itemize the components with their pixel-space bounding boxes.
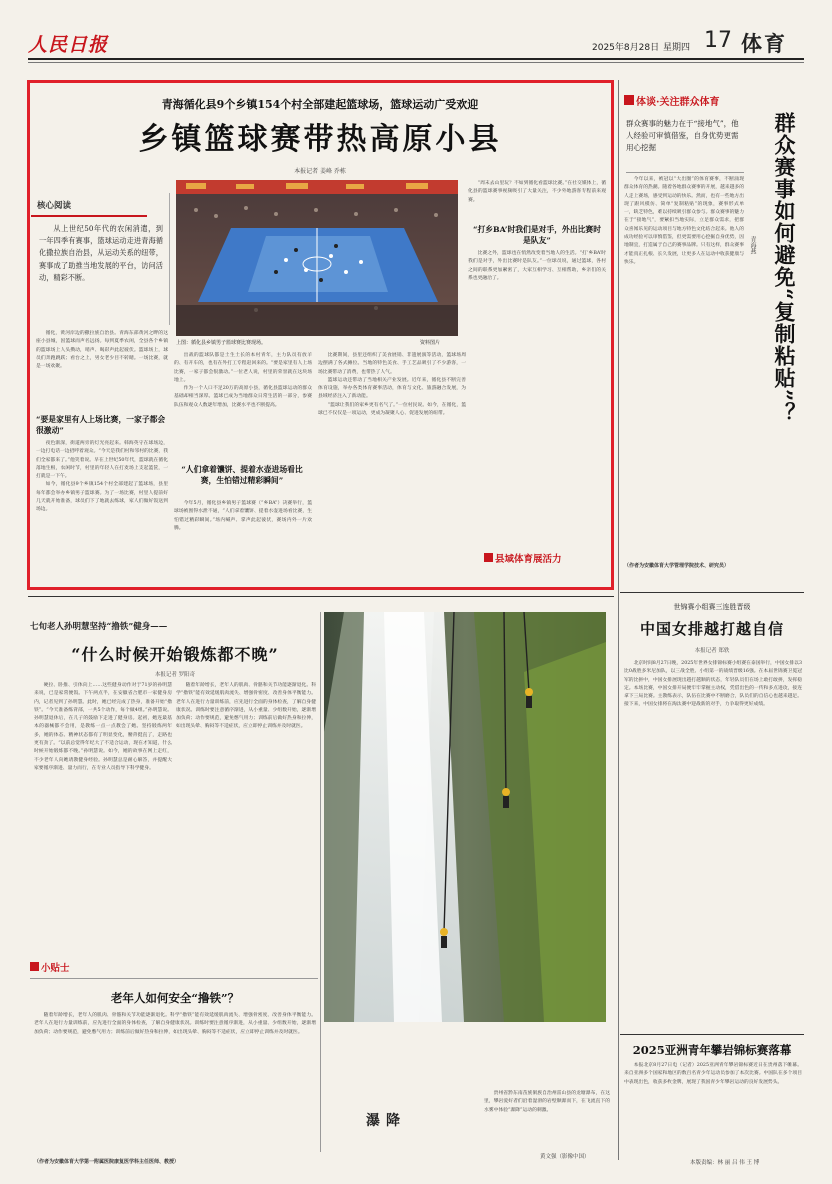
- fitness-byline: 本报记者 罗阳奇: [154, 672, 196, 678]
- waterfall-illustration: [324, 612, 606, 1022]
- tips-title: 老年人如何安全“撸铁”？: [110, 991, 240, 1005]
- series-tag-label: 县域体育展活力: [495, 554, 562, 565]
- volleyball-byline: 本报记者 郑轶: [694, 648, 730, 654]
- page-number: 17: [704, 28, 732, 53]
- tips-label: [30, 960, 70, 974]
- issue-date: 2025年8月28日: [592, 43, 660, 53]
- photo-title: 瀑降: [366, 1113, 406, 1129]
- commentary-badge: [624, 95, 634, 105]
- lead-subhead-3: “打乡BA’时我们是对手，外出比赛时是队友”: [472, 225, 602, 245]
- lead-subhead-1: “要是家里有人上场比赛，一家子都会很激动”: [36, 415, 166, 435]
- commentary-title: 群众赛事如何避免“复制粘贴”？: [772, 112, 797, 425]
- volleyball-body: 北京时间8月27日晚，2025年世界女排锦标赛小组赛在泰国举行，中国女排以3比0战胜多米尼加队，以三战全胜、小组第一的战绩晋级16强。在本届世锦赛卫冕冠军的比拼中，中国女排展现出越打越顺的状态，年轻队员们在场上敢打敢拼，发挥稳定。本场比赛，中国女排开局便牢牢掌握主动权，凭借出色的一传和多点进攻，接连拿下三局比赛。主教练表示，队伍在比赛中不断磨合，队员们的自信心也越来越足。接下来，中国女排将在淘汰赛中迎战新的对手，力争取得更好成绩。: [624, 661, 802, 708]
- fitness-title: “什么时候开始锻炼都不晚”: [71, 645, 279, 664]
- summary-text: 从上世纪50年代的农闲消遣，到一年四季有赛事，篮球运动走进青海循化撒拉族自治县，从运动关系的纽带，赛事成了助推当地发展的平台，访问活动，精彩不断。: [39, 224, 163, 282]
- tips-body: 随着年龄增长，老年人的肌肉、骨骼和关节功能逐渐退化。科学“撸铁”能有效延缓肌肉流失、增强骨密度、改善身体平衡能力。老年人在进行力量训练前，应先进行全面的身体检查，了解自身健康状况。训练时要注意循序渐进，从小重量、少组数开始，逐渐增加负荷；动作要规范，避免憋气用力；训练前后做好热身和拉伸，如出现头晕、胸闷等不适症状，应立即停止训练并及时就医。: [34, 1013, 316, 1035]
- summary-label: 核心阅读: [31, 193, 147, 217]
- masthead: [0, 0, 832, 70]
- volleyball-kicker: 世锦赛小组赛三连胜晋级: [673, 603, 751, 611]
- tips-note: （作者为安徽体育大学第一附属医院康复医学科主任医师、教授）: [34, 1159, 180, 1165]
- arena-illustration: [176, 180, 458, 336]
- lead-body-6: “周末去山里玩？不如到循化看篮球比赛。”在社交媒体上，循化县的篮球赛事视频吸引了大量关注，不少外地游客专程前来观赛。: [468, 181, 606, 203]
- photo-credit: 黄文强（影像中国）: [540, 1154, 590, 1160]
- photo-caption: 贵州省黔东南苗族侗族自治州雷山县的龙塘瀑布，在这里，攀岩爱好者们沿着湿滑的岩壁顺瀑而下，在飞流直下的水雾中体验“瀑降”运动的刺激。: [484, 1091, 610, 1113]
- fitness-body-left: 硬拉、卧推、引体向上……这些健身动作对于71岁的孙明慧来说，已是家常便饭。下午两点半，在安徽省合肥市一家健身房内，记者见到了孙明慧。此时，她已经完成了热身，准备开始“撸铁”。“今天准备练背部，一共5个动作，每个做4组。”孙明慧说。孙明慧退休后，在儿子的鼓励下走进了健身房。起初，她连最基本的器械都不会用，是教练一点一点教会了她。坚持锻炼两年多，她的体态、精神状态都有了明显变化，腰背挺直了，走路也更有劲了。“以前总觉得年纪大了不适合运动，现在才知道，什么时候开始锻炼都不晚。”孙明慧说。如今，她的故事在网上走红，不少老年人向她请教健身经验。孙明慧总是耐心解答，并提醒大家要循序渐进、量力而行，在专业人员指导下科学健身。: [34, 683, 172, 771]
- commentary-body: 今年以来，被冠以“大出圈”的体育赛事，不断涌现群众体育的热潮。随着各地群众赛事的开展，越来越多的人走上赛场，感受到运动的快乐。然而，也有一些地方出现了跟风模仿、简单“复制粘贴”的现象，赛事形式单一，缺乏特色，难以持续吸引群众参与。群众赛事的魅力在于“接地气”，要紧扣当地实际，立足群众需求，把群众喜闻乐见的运动项目与地方特色文化结合起来。他人的成功经验可以审慎借鉴，但更需要用心挖掘自身优势，因地制宜，打造属于自己的赛事品牌。只有这样，群众赛事才能真正扎根、长久发展，让更多人在运动中收获健康与快乐。: [624, 177, 744, 265]
- lead-byline: 本报记者 姜峰 乔栋: [294, 168, 346, 175]
- masthead-logo: 人民日报: [28, 34, 109, 56]
- lead-body-3: 出战的篮球队都是土生土长的本村青年，主力队员有放羊的、有开车的，也有在外打工专程赶回来的。“要是家里有人上场比赛，一家子都会很激动。”一位老人说，村里的荣誉就在这块场地上。 作为一个人口不足20万的高原小县，循化县篮球运动的群众基础却相当深厚。篮球已成为当地群众日常生活的一部分，参赛队伍和观众人数逐年增加，比赛水平也不断提高。: [174, 353, 312, 408]
- lead-title: 乡镇篮球赛带热高原小县: [138, 122, 502, 157]
- lead-body-1: 循化，黄河岸边的撒拉族自治县。青海东部黄河之畔的这座小县城，因篮球而声名远扬。每到夏季农闲，全县各个乡镇的篮球场上人头攒动，哨声、喝彩声此起彼伏。篮球场上，球员们奔跑跳跃；看台之上，男女老少目不转睛。一场比赛，就是一场欢聚。: [36, 331, 168, 370]
- lead-subhead-2: “人们拿着馕饼、提着水壶进场看比赛，生怕错过精彩瞬间”: [181, 465, 303, 485]
- commentary-label-text: 体谈·关注群众体育: [636, 97, 720, 108]
- waterfall-photo: [324, 612, 606, 1022]
- lead-photo-caption: 上图：循化县乡镇男子篮球赛比赛现场。: [176, 340, 267, 346]
- lead-body-4: 今年5月，循化县乡镇男子篮球赛（“乡BA”）决赛举行，篮球场被围得水泄不通，“人们拿着馕饼、提着水壶进场看比赛，生怕错过精彩瞬间。”场内喊声、掌声此起彼伏，赛场内外一片欢腾。: [174, 501, 312, 531]
- commentary-label: [624, 93, 719, 108]
- fitness-kicker: 七旬老人孙明慧坚持“撸铁”健身——: [30, 622, 168, 632]
- fitness-body-right: 随着年龄增长，老年人的肌肉、骨骼和关节功能逐渐退化。科学“撸铁”能有效延缓肌肉流失、增强骨密度、改善身体平衡能力。老年人在进行力量训练前，应先进行全面的身体检查，了解自身健康状况。训练时要注意循序渐进，从小重量、少组数开始，逐渐增加负荷；动作要规范，避免憋气用力；训练前后做好热身和拉伸，如出现头晕、胸闷等不适症状，应立即停止训练并及时就医。: [176, 683, 316, 730]
- lead-body-2: 夜色渐深，街道两旁的灯光亮起来。韩海英守在球场边，一边打电话一边招呼着观众。“今天是我们村和邻村的比赛，我们全家都来了。”他笑着说。早在上世纪50年代，篮球就在循化落地生根，农闲时节，村里的年轻人在打麦场上支起篮筐，一打就是一下午。 如今，循化县9个乡镇154个村全部建起了篮球场，县里每年都会举办乡镇男子篮球赛。为了一场比赛，村里人提前好几天就开始准备，球员们下了地就去练球，家人们做好饭送到场边。: [36, 441, 168, 513]
- commentary-deck: 群众赛事的魅力在于“接地气”，他人经验可审慎借鉴，自身优势更需用心挖掘: [626, 119, 739, 152]
- commentary-note: （作者为安徽体育大学管理学院技术、研究员）: [624, 563, 730, 569]
- lead-photo-basketball-arena: [176, 180, 458, 336]
- tips-label-text: 小贴士: [41, 963, 70, 974]
- lead-body-5: 比赛期间，县里还组织了美食展销、非遗展演等活动，篮球场周边摆满了各式摊位。当地的特色美食、手工艺品吸引了不少游客，一场比赛带动了消费，也带热了人气。 篮球运动还带动了当地相关产业发展。近年来，循化县不断完善体育设施，举办各类体育赛事活动，体育与文化、旅游融合发展，为县域经济注入了新动能。 “篮球让我们的家乡更有名气了。”一位村民说。如今，在循化，篮球已不仅仅是一项运动，更成为凝聚人心、促进发展的纽带。: [318, 353, 466, 417]
- series-tag: [484, 551, 562, 565]
- series-tag-badge: [484, 553, 493, 562]
- masthead-rule: [28, 58, 804, 60]
- climbing-body: 本报北京8月27日电（记者）2025亚洲青年攀岩锦标赛近日在贵州落下帷幕。来自亚洲多个国家和地区的数百名青少年运动员参加了本次比赛。中国队在多个项目中表现出色，收获多枚金牌，展现了我国青少年攀岩运动的良好发展势头。: [624, 1063, 802, 1085]
- tips-badge: [30, 962, 39, 971]
- issue-weekday: 星期四: [663, 43, 691, 53]
- page-editors: 本版责编：林 丽 吕 伟 王 博: [690, 1160, 760, 1166]
- volleyball-title: 中国女排越打越自信: [639, 620, 784, 638]
- commentary-author: 青海燕: [749, 236, 756, 254]
- section-name: 体育: [741, 31, 787, 56]
- summary-box: [31, 193, 170, 325]
- lead-kicker: 青海循化县9个乡镇154个村全部建起篮球场，篮球运动广受欢迎: [161, 98, 479, 111]
- climbing-title: 2025亚洲青年攀岩锦标赛落幕: [632, 1043, 792, 1057]
- lead-body-7: 比赛之外，篮球也在悄然改变着当地人的生活。“打‘乡BA’时我们是对手，外出比赛时是队友。”一位球员说，通过篮球，各村之间的联系更加紧密了，大家互相学习、互相帮助，乡亲们的关系也更融洽了。: [468, 251, 606, 281]
- lead-photo-credit: 资料图片: [420, 340, 441, 346]
